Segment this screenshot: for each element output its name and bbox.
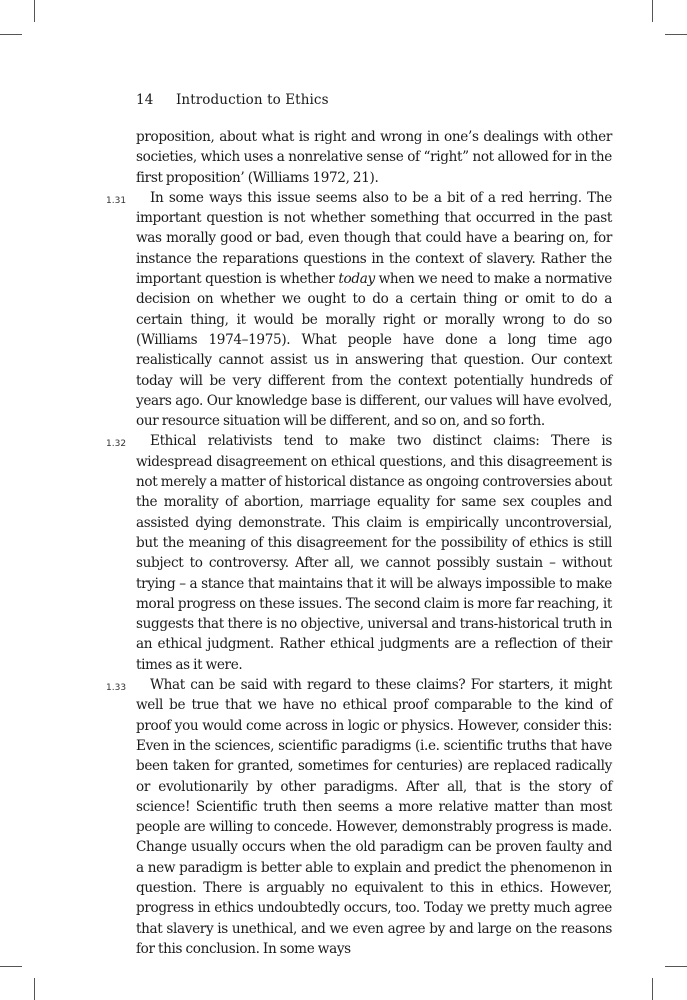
paragraph-1-32: 1.32 Ethical relativists tend to make two distinct claims: There is widespread disagreement on ethical questions, and this disagreement is not merely a matter of historical distance as ongoing controversies about the morality of abortion, marriage equality for same sex couples and assisted dying demonstrate. This claim is empirically uncontroversial, but the meaning of this disagreement for the possibility of ethics is still subject to controversy. After all, we cannot possibly sustain – without trying – a stance that maintains that it will be always impossible to make moral progress on these issues. The second claim is more far reaching, it suggests that there is no objective, universal and trans-historical truth in an ethical judgment. Rather ethical judgments are a reflection of their times as it were.: [106, 433, 612, 673]
paragraph-number: 1.33: [106, 683, 127, 694]
emphasis-today: today: [338, 271, 375, 288]
body-text: [106, 127, 612, 959]
paragraph-continuation: proposition, about what is right and wrong in one’s dealings with other societies, which uses a nonrelative sense of “right” not allowed for in the first proposition’ (Williams 1972, 21).: [136, 129, 612, 186]
paragraph-1-33: 1.33 What can be said with regard to these claims? For starters, it might well be true that we have no ethical proof comparable to the kind of proof you would come across in logic or physics. However, consider this: Even in the sciences, scientific paradigms (i.e. scientific truths that have been taken for granted, sometimes for centuries) are replaced radically or evolutionarily by other paradigms. After all, that is the story of science! Scientific truth then seems a more relative matter than most people are willing to concede. However, demonstrably progress is made. Change usually occurs when the old paradigm can be proven faulty and a new paradigm is better able to explain and predict the phenomenon in question. There is arguably no equivalent to this in ethics. However, progress in ethics undoubtedly occurs, too. Today we pretty much agree that slavery is unethical, and we even agree by and large on the reasons for this conclusion. In some ways: [106, 677, 612, 957]
crop-mark-bottom-right: [652, 978, 653, 1000]
page-number: 14: [136, 92, 154, 108]
crop-mark-bottom-left: [34, 978, 35, 1000]
paragraph-number: 1.31: [106, 195, 127, 206]
crop-mark-bottom-left-h: [0, 966, 22, 967]
crop-mark-top-right: [652, 0, 653, 22]
running-header: [136, 92, 329, 108]
running-title: Introduction to Ethics: [176, 92, 329, 108]
paragraph-1-31: 1.31 In some ways this issue seems also to be a bit of a red herring. The important question is not whether something that occurred in the past was morally good or bad, even though that could have a bearing on, for instance the reparations questions in the context of slavery. Rather the important question is whether today when we need to make a normative decision on whether we ought to do a certain thing or omit to do a certain thing, it would be morally right or morally wrong to do so (Williams 1974–1975). What people have done a long time ago realistically cannot assist us in answering that question. Our context today will be very different from the context potentially hundreds of years ago. Our knowledge base is different, our values will have evolved, our resource situation will be different, and so on, and so forth.: [106, 189, 612, 430]
crop-mark-top-right-h: [665, 34, 687, 35]
crop-mark-top-left: [34, 0, 35, 22]
crop-mark-bottom-right-h: [665, 966, 687, 967]
crop-mark-top-left-h: [0, 34, 22, 35]
paragraph-number: 1.32: [106, 439, 127, 450]
